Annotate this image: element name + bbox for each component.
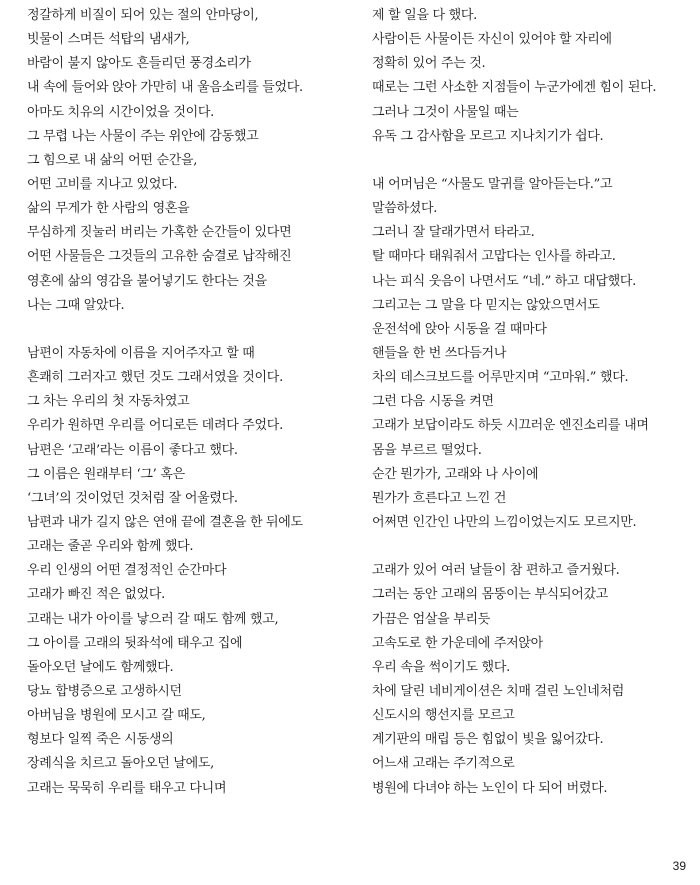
text-line: 고래가 있어 여러 날들이 참 편하고 즐거웠다. bbox=[372, 563, 620, 579]
text-line: 아버님을 병원에 모시고 갈 때도, bbox=[27, 708, 206, 724]
text-line: 핸들을 한 번 쓰다듬거나 bbox=[372, 345, 507, 361]
text-line: 바람이 불지 않아도 흔들리던 풍경소리가 bbox=[27, 56, 251, 72]
text-line: 영혼에 삶의 영감을 불어넣기도 한다는 것을 bbox=[27, 273, 267, 289]
text-line: 그러니 잘 달래가면서 타라고. bbox=[372, 225, 535, 241]
text-line: 삶의 무게가 한 사람의 영혼을 bbox=[27, 201, 190, 217]
text-line: 당뇨 합병증으로 고생하시던 bbox=[27, 683, 182, 699]
text-line: 제 할 일을 다 했다. bbox=[372, 8, 477, 23]
text-line: 그 차는 우리의 첫 자동차였고 bbox=[27, 394, 190, 410]
text-line bbox=[372, 149, 692, 173]
text-line: 남편은 ‘고래’라는 이름이 좋다고 했다. bbox=[27, 442, 238, 458]
text-line: 어느새 고래는 주기적으로 bbox=[372, 756, 515, 772]
text-line: 고래가 빠진 적은 없었다. bbox=[27, 587, 165, 603]
text-line: 형보다 일찍 죽은 시동생의 bbox=[27, 732, 174, 748]
text-line: 고래는 줄곧 우리와 함께 했다. bbox=[27, 539, 194, 555]
text-line: 빗물이 스며든 석탑의 냄새가, bbox=[27, 32, 190, 48]
text-line: 아마도 치유의 시간이었을 것이다. bbox=[27, 104, 214, 120]
text-line: 그런 다음 시동을 켜면 bbox=[372, 394, 494, 410]
text-line: 뭔가가 흐른다고 느낀 건 bbox=[372, 490, 507, 506]
text-line: 신도시의 행선지를 모르고 bbox=[372, 708, 515, 724]
text-line: 어떤 사물들은 그것들의 고유한 숨결로 납작해진 bbox=[27, 249, 292, 265]
text-line: 그 아이를 고래의 뒷좌석에 태우고 집에 bbox=[27, 635, 243, 651]
text-line: 나는 그때 알았다. bbox=[27, 297, 125, 313]
text-line: 순간 뭔가가, 고래와 나 사이에 bbox=[372, 466, 539, 482]
text-line: 내 속에 들어와 앉아 가만히 내 울음소리를 들었다. bbox=[27, 80, 303, 96]
text-line: 남편과 내가 길지 않은 연애 끝에 결혼을 한 뒤에도 bbox=[27, 514, 303, 530]
text-line: 고속도로 한 가운데에 주저앉아 bbox=[372, 635, 543, 651]
left-text-column bbox=[27, 4, 357, 801]
right-text-column bbox=[372, 4, 692, 801]
text-line: 흔쾌히 그러자고 했던 것도 그래서였을 것이다. bbox=[27, 370, 283, 386]
text-line: 유독 그 감사함을 모르고 지나치기가 쉽다. bbox=[372, 128, 604, 144]
text-line: 가끔은 엄살을 부리듯 bbox=[372, 611, 490, 627]
text-line: 내 어머님은 “사물도 말귀를 알아듣는다.”고 bbox=[372, 176, 613, 192]
text-line: 그 힘으로 내 삶의 어떤 순간을, bbox=[27, 152, 198, 168]
text-line: 병원에 다녀야 하는 노인이 다 되어 버렸다. bbox=[372, 780, 608, 796]
text-line: 사람이든 사물이든 자신이 있어야 할 자리에 bbox=[372, 32, 612, 48]
text-line: 어떤 고비를 지나고 있었다. bbox=[27, 176, 178, 192]
text-line: 정갈하게 비질이 되어 있는 절의 안마당이, bbox=[27, 8, 259, 23]
text-line: 차에 달린 네비게이션은 치매 걸린 노인네처럼 bbox=[372, 683, 625, 699]
text-line: 탈 때마다 태워줘서 고맙다는 인사를 하라고. bbox=[372, 249, 616, 265]
text-line: 말씀하셨다. bbox=[372, 201, 438, 217]
text-line: ‘그녀’의 것이었던 것처럼 잘 어울렸다. bbox=[27, 490, 238, 506]
text-line: 고래는 묵묵히 우리를 태우고 다니며 bbox=[27, 780, 227, 796]
text-line: 고래가 보답이라도 하듯 시끄러운 엔진소리를 내며 bbox=[372, 418, 649, 434]
text-line: 나는 피식 웃음이 나면서도 “네.” 하고 대답했다. bbox=[372, 273, 636, 289]
text-line: 돌아오던 날에도 함께했다. bbox=[27, 659, 174, 675]
text-line: 그러나 그것이 사물일 때는 bbox=[372, 104, 519, 120]
page-number: 39 bbox=[672, 859, 686, 873]
text-line: 차의 데스크보드를 어루만지며 “고마워.” 했다. bbox=[372, 370, 629, 386]
text-line bbox=[27, 318, 357, 342]
text-line: 그 무렵 나는 사물이 주는 위안에 감동했고 bbox=[27, 128, 259, 144]
text-line: 우리 속을 썩이기도 했다. bbox=[372, 659, 510, 675]
text-line: 어쩌면 인간인 나만의 느낌이었는지도 모르지만. bbox=[372, 514, 637, 530]
text-line: 우리 인생의 어떤 결정적인 순간마다 bbox=[27, 563, 227, 579]
text-line: 그러는 동안 고래의 몸뚱이는 부식되어갔고 bbox=[372, 587, 608, 603]
text-line: 장례식을 치르고 돌아오던 날에도, bbox=[27, 756, 214, 772]
text-line: 계기판의 매립 등은 힘없이 빛을 잃어갔다. bbox=[372, 732, 604, 748]
text-line: 몸을 부르르 떨었다. bbox=[372, 442, 482, 458]
text-line bbox=[372, 535, 692, 559]
text-line: 그리고는 그 말을 다 믿지는 않았으면서도 bbox=[372, 297, 600, 313]
text-line: 고래는 내가 아이를 낳으러 갈 때도 함께 했고, bbox=[27, 611, 279, 627]
text-line: 우리가 원하면 우리를 어디로든 데려다 주었다. bbox=[27, 418, 283, 434]
text-line: 그 이름은 원래부터 ‘그’ 혹은 bbox=[27, 466, 185, 482]
text-line: 운전석에 앉아 시동을 걸 때마다 bbox=[372, 321, 547, 337]
text-line: 남편이 자동차에 이름을 지어주자고 할 때 bbox=[27, 345, 255, 361]
text-line: 무심하게 짓눌러 버리는 가혹한 순간들이 있다면 bbox=[27, 225, 292, 241]
text-line: 때로는 그런 사소한 지점들이 누군가에겐 힘이 된다. bbox=[372, 80, 657, 96]
text-line: 정확히 있어 주는 것. bbox=[372, 56, 486, 72]
